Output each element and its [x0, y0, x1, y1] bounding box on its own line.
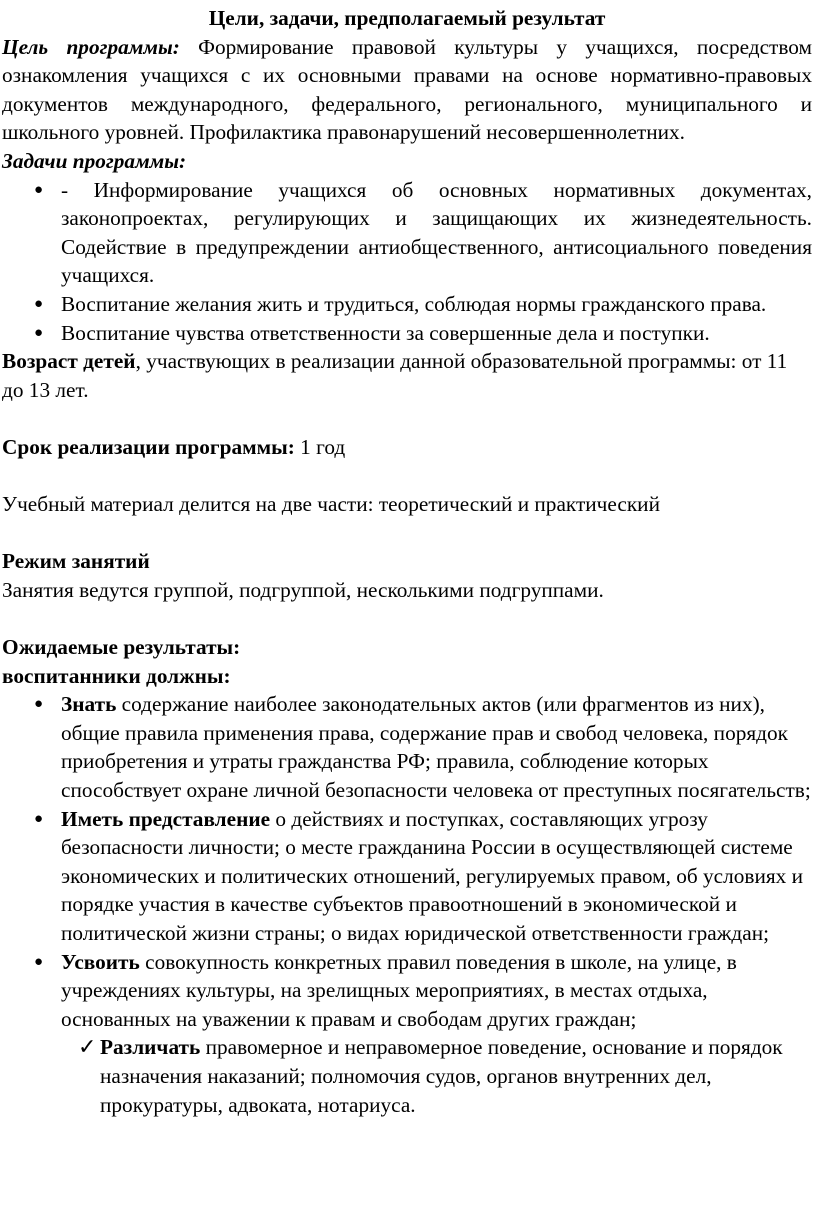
term-text: 1 год	[294, 434, 346, 459]
list-item	[2, 319, 812, 348]
results-sublabel: воспитанники должны:	[2, 663, 231, 688]
goal-label: Цель программы:	[2, 34, 180, 59]
term-paragraph	[2, 433, 812, 462]
result-text: правомерное и неправомерное поведение, основание и порядок назначения наказаний; полномочия судов, органов внутренних дел, прокуратуры, адвоката, нотариуса.	[100, 1035, 783, 1117]
tasks-list	[2, 176, 812, 348]
result-term: Знать	[61, 692, 117, 717]
mode-label: Режим занятий	[2, 549, 150, 574]
bullet-icon: ●	[34, 953, 44, 970]
tasks-label: Задачи программы:	[2, 148, 187, 173]
list-item	[2, 805, 812, 948]
result-text: совокупность конкретных правил поведения в школе, на улице, в учреждениях культуры, на зрелищных мероприятиях, в местах отдыха, основанных на уважении к правам и свободам других граждан;	[61, 949, 737, 1031]
term-label: Срок реализации программы:	[2, 434, 295, 459]
bullet-icon: ●	[34, 295, 44, 312]
age-paragraph	[2, 347, 812, 404]
bullet-icon: ●	[34, 324, 44, 341]
check-icon: ✓	[78, 1034, 97, 1060]
goal-paragraph	[2, 33, 812, 147]
bullet-icon: ●	[34, 696, 44, 713]
result-term: Различать	[100, 1035, 201, 1060]
list-item	[2, 1033, 812, 1119]
goal-text: Формирование правовой культуры у учащихся, посредством ознакомления учащихся с их основными правами на основе нормативно-правовых документов международного, федерального, регионального, муниципального и школьного уровней. Профилактика правонарушений несовершеннолетних.	[2, 34, 812, 145]
age-label: Возраст детей	[2, 349, 136, 374]
results-list	[2, 690, 812, 1119]
results-label: Ожидаемые результаты:	[2, 635, 241, 660]
spacer	[2, 519, 812, 548]
bullet-icon: ●	[34, 181, 44, 198]
task-text: Воспитание желания жить и трудиться, соблюдая нормы гражданского права.	[61, 291, 767, 316]
list-item	[2, 176, 812, 290]
task-text: - Информирование учащихся об основных нормативных документах, законопроектах, регулирующих и защищающих их жизнедеятельность. Содействие в предупреждении антиобщественного, антисоциального поведения учащихся.	[61, 177, 812, 288]
list-item	[2, 690, 812, 804]
task-text: Воспитание чувства ответственности за совершенные дела и поступки.	[61, 320, 710, 345]
page-title: Цели, задачи, предполагаемый результат	[208, 6, 606, 30]
result-text: содержание наиболее законодательных актов (или фрагментов из них), общие правила применения права, содержание прав и свобод человека, порядок приобретения и утраты гражданства РФ; правила, соблюдение которых способствует охране личной безопасности человека от преступных посягательств;	[61, 692, 811, 803]
result-term: Иметь представление	[61, 806, 271, 831]
result-text: о действиях и поступках, составляющих угрозу безопасности личности; о месте гражданина России в осуществляющей системе экономических и политических отношений, регулируемых правом, об условиях и порядке участия в качестве субъектов правоотношений в экономической и политической жизни страны; о видах юридической ответственности граждан;	[61, 806, 804, 945]
age-text: , участвующих в реализации данной образовательной программы: от 11 до 13 лет.	[2, 349, 788, 402]
bullet-icon: ●	[34, 810, 44, 827]
mode-text: Занятия ведутся группой, подгруппой, несколькими подгруппами.	[2, 577, 604, 602]
list-item	[2, 290, 812, 319]
material-paragraph: Учебный материал делится на две части: теоретический и практический	[2, 492, 660, 517]
spacer	[2, 404, 812, 433]
list-item	[2, 948, 812, 1034]
spacer	[2, 604, 812, 633]
result-term: Усвоить	[61, 949, 140, 974]
spacer	[2, 462, 812, 491]
